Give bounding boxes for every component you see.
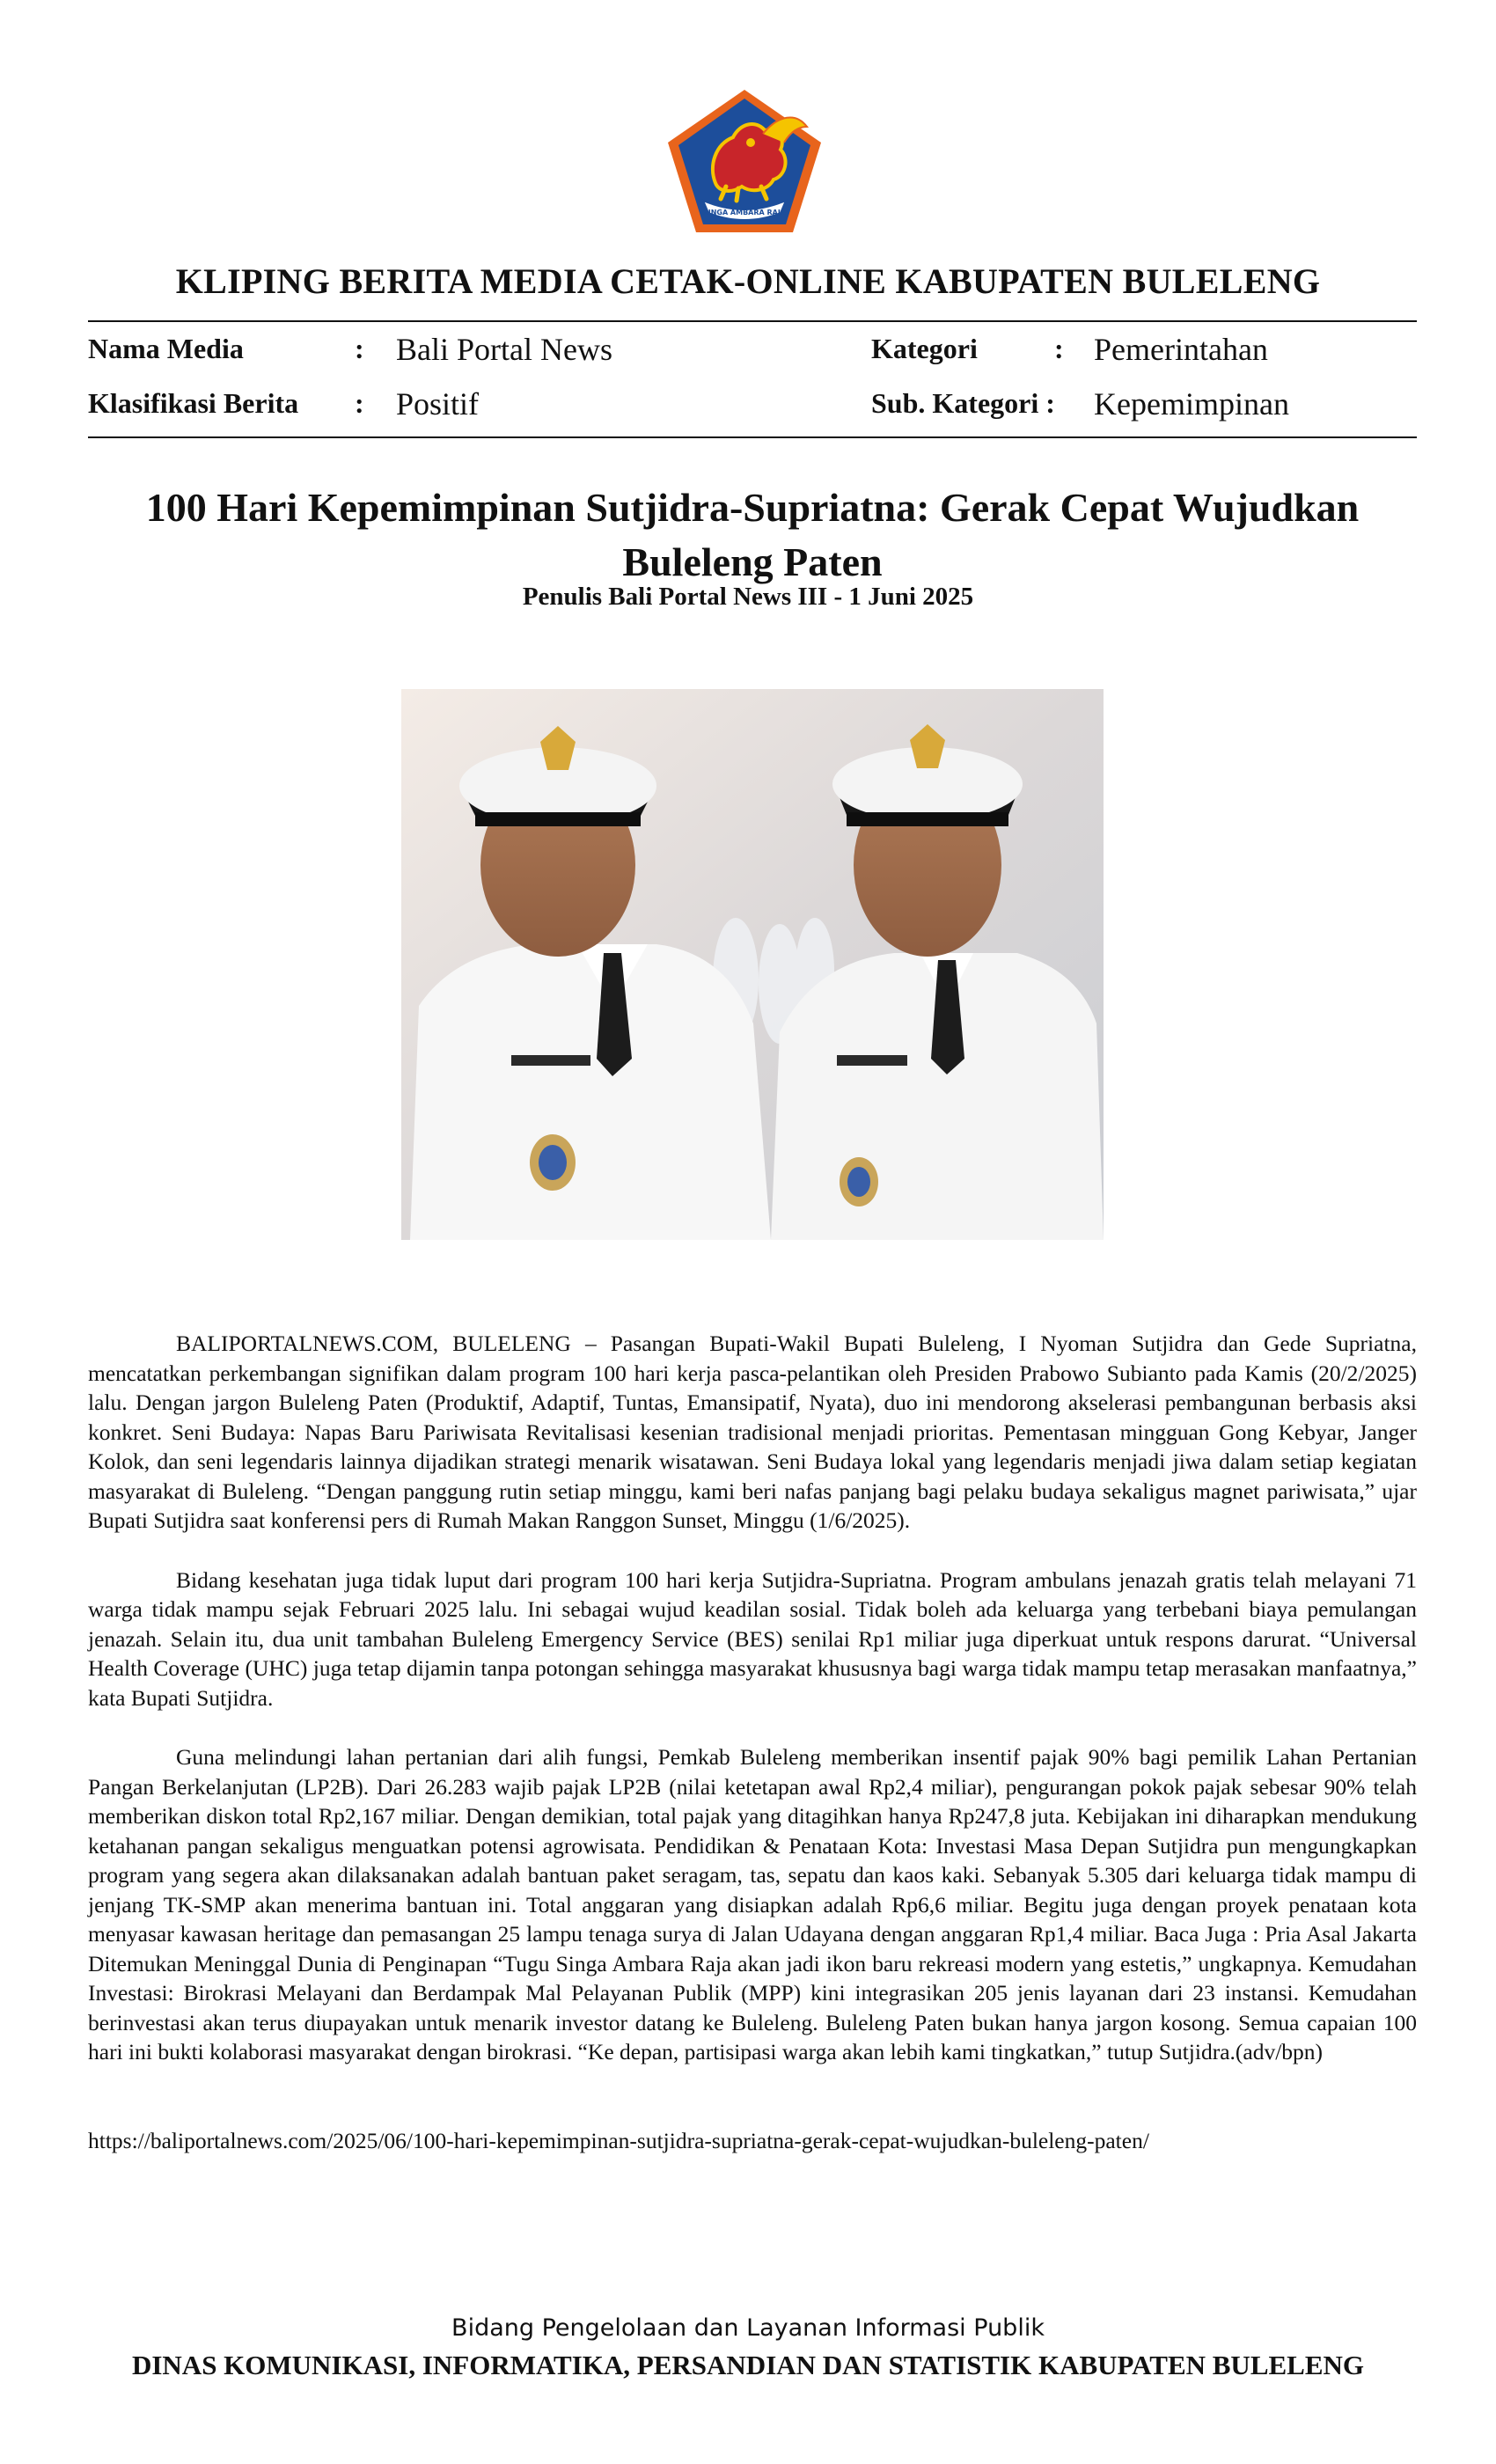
media-colon: : xyxy=(355,333,364,364)
document-title: KLIPING BERITA MEDIA CETAK-ONLINE KABUPATEN BULELENG xyxy=(175,261,1321,301)
article-photo xyxy=(401,689,1104,1240)
header-bottom-rule xyxy=(88,436,1417,438)
category-value: Pemerintahan xyxy=(1094,332,1268,367)
article-paragraph: BALIPORTALNEWS.COM, BULELENG – Pasangan Bupati-Wakil Bupati Buleleng, I Nyoman Sutjidra dan Gede Supriatna, mencatatkan perkembangan signifikan dalam program 100 hari kerja pasca-pelantikan oleh Presiden Prabowo Subianto pada Kamis (20/2/2025) lalu. Dengan jargon Buleleng Paten (Produktif, Adaptif, Tuntas, Emansipatif, Nyata), duo ini mendorong akselerasi pembangunan berbasis aksi konkret. Seni Budaya: Napas Baru Pariwisata Revitalisasi kesenian tradisional menjadi prioritas. Pementasan mingguan Gong Kebyar, Janger Kolok, dan seni legendaris lainnya dijadikan strategi menarik wisatawan. Seni Budaya lokal yang legendaris menjadi jiwa dalam setiap kegiatan masyarakat di Buleleng. “Dengan panggung rutin setiap minggu, kami beri nafas panjang bagi pelaku budaya sekaligus magnet pariwisata,” ujar Bupati Sutjidra saat konferensi pers di Rumah Makan Ranggon Sunset, Minggu (1/6/2025). xyxy=(88,1331,1417,1533)
media-label: Nama Media xyxy=(88,333,244,364)
footer-unit: Bidang Pengelolaan dan Layanan Informasi Publik xyxy=(451,2314,1045,2342)
source-url[interactable]: https://baliportalnews.com/2025/06/100-hari-kepemimpinan-sutjidra-supriatna-gerak-cepat-wujudkan-buleleng-paten/ xyxy=(88,2128,1149,2153)
category-label: Kategori xyxy=(871,333,978,364)
article-byline: Penulis Bali Portal News III - 1 Juni 2025 xyxy=(522,583,974,611)
article-paragraph: Bidang kesehatan juga tidak luput dari program 100 hari kerja Sutjidra-Supriatna. Program ambulans jenazah gratis telah melayani 71 warga tidak mampu sejak Februari 2025 lalu. Ini sebagai wujud keadilan sosial. Tidak boleh ada keluarga yang terbebani biaya pemulangan jenazah. Selain itu, dua unit tambahan Buleleng Emergency Service (BES) senilai Rp1 miliar juga diperkuat untuk respons darurat. “Universal Health Coverage (UHC) juga tetap dijamin tanpa potongan sehingga masyarakat khususnya bagi warga tidak mampu tetap merasakan manfaatnya,” kata Bupati Sutjidra. xyxy=(88,1566,1417,1711)
classification-value: Positif xyxy=(396,386,480,422)
article-paragraph: Guna melindungi lahan pertanian dari alih fungsi, Pemkab Buleleng memberikan insentif pajak 90% bagi pemilik Lahan Pertanian Pangan Berkelanjutan (LP2B). Dari 26.283 wajib pajak LP2B (nilai ketetapan awal Rp2,4 miliar), pengurangan pokok pajak sebesar 90% telah memberikan diskon total Rp2,167 miliar. Dengan demikian, total pajak yang ditagihkan hanya Rp247,8 juta. Kebijakan ini diharapkan mendukung ketahanan pangan sekaligus menguatkan potensi agrowisata. Pendidikan & Penataan Kota: Investasi Masa Depan Sutjidra pun mengungkapkan program yang segera akan dilaksanakan adalah bantuan paket seragam, tas, sepatu dan kaos kaki. Sebanyak 5.305 dari keluarga tidak mampu di jenjang TK-SMP akan menerima bantuan ini. Total anggaran yang disiapkan adalah Rp6,6 miliar. Begitu juga dengan proyek penataan kota menyasar kawasan heritage dan pemasangan 25 lampu tenaga surya di Jalan Udayana dengan anggaran Rp1,4 miliar. Baca Juga : Pria Asal Jakarta Ditemukan Meninggal Dunia di Penginapan “Tugu Singa Ambara Raja akan jadi ikon baru rekreasi modern yang estetis,” ungkapnya. Kemudahan Investasi: Birokrasi Melayani dan Berdampak Mal Pelayanan Publik (MPP) kini integrasikan 205 jenis layanan dari 23 instansi. Kemudahan berinvestasi akan terus diupayakan untuk menarik investor datang ke Buleleng. Buleleng Paten bukan hanya jargon kosong. Semua capaian 100 hari ini bukti kolaborasi masyarakat dengan birokrasi. “Ke depan, partisipasi warga akan lebih kami tingkatkan,” tutup Sutjidra.(adv/bpn) xyxy=(88,1744,1417,2064)
subcategory-value: Kepemimpinan xyxy=(1094,386,1289,422)
article-body xyxy=(88,1329,1417,2097)
regency-logo xyxy=(664,88,825,236)
header-top-rule xyxy=(88,320,1417,322)
footer-organization: DINAS KOMUNIKASI, INFORMATIKA, PERSANDIAN DAN STATISTIK KABUPATEN BULELENG xyxy=(131,2350,1365,2380)
media-value: Bali Portal News xyxy=(396,332,612,367)
classification-label: Klasifikasi Berita xyxy=(88,387,299,419)
classification-colon: : xyxy=(355,387,364,419)
category-colon: : xyxy=(1054,333,1064,364)
article-headline: 100 Hari Kepemimpinan Sutjidra-Supriatna: Gerak Cepat Wujudkan Buleleng Paten xyxy=(145,485,1360,584)
subcategory-label: Sub. Kategori : xyxy=(871,387,1055,419)
logo-lettering: SINGA AMBARA RAJA xyxy=(702,209,787,216)
